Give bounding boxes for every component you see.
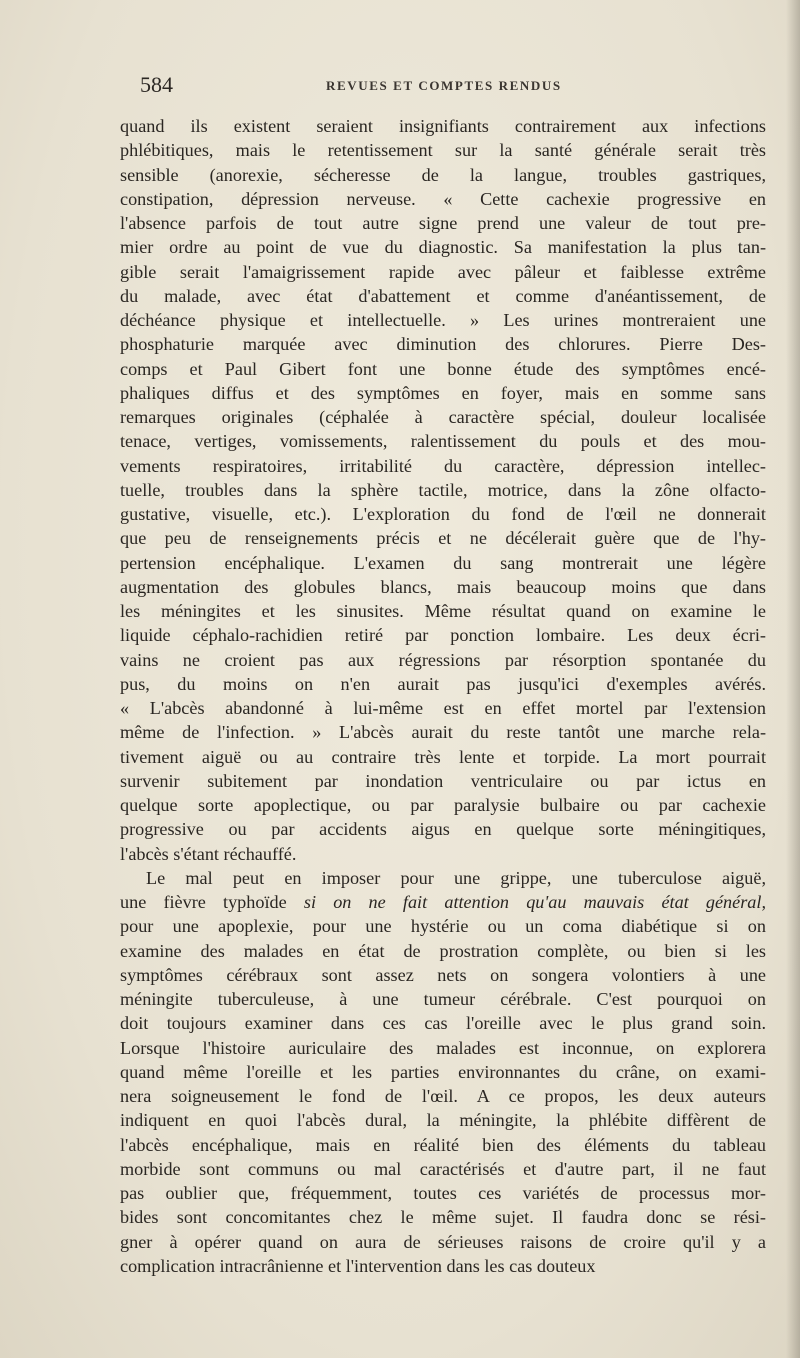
paragraph-2 (120, 866, 766, 1278)
italic-phrase: si on ne fait attention qu'au mauvais état général, (303, 892, 766, 912)
text-line: liquide céphalo-rachidien retiré par ponction lombaire. Les deux écri- (120, 625, 766, 646)
text-line: augmentation des globules blancs, mais beaucoup moins que dans (120, 576, 766, 597)
text-line: tivement aiguë ou au contraire très lente et torpide. La mort pourrait (120, 746, 766, 767)
text-line: morbide sont communs ou mal caractérisés et d'autre part, il ne faut (120, 1158, 766, 1179)
text-line: du malade, avec état d'abattement et comme d'anéantissement, de (120, 285, 766, 306)
body-text (120, 114, 766, 1278)
text-line: « L'abcès abandonné à lui-même est en effet mortel par l'extension (120, 698, 766, 718)
text-line: survenir subitement par inondation ventriculaire ou par ictus en (120, 770, 766, 791)
text-line: quand même l'oreille et les parties environnantes du crâne, on exami- (120, 1061, 766, 1082)
text-line: l'absence parfois de tout autre signe prend une valeur de tout pre- (120, 213, 766, 233)
text-line: comps et Paul Gibert font une bonne étude des symptômes encé- (120, 358, 766, 379)
text-line: examine des malades en état de prostration complète, ou bien si les (120, 940, 766, 961)
paragraph-1 (120, 114, 766, 866)
text-line: sensible (anorexie, sécheresse de la langue, troubles gastriques, (120, 164, 766, 185)
text-line: vains ne croient pas aux régressions par résorption spontanée du (120, 649, 766, 670)
text-line: l'abcès s'étant réchauffé. (120, 843, 297, 864)
text-line: gner à opérer quand on aura de sérieuses raisons de croire qu'il y a (120, 1231, 766, 1252)
running-head: REVUES ET COMPTES RENDUS (326, 78, 562, 93)
text-line: phaliques diffus et des symptômes en foyer, mais en somme sans (120, 382, 766, 403)
text-line: phosphaturie marquée avec diminution des chlorures. Pierre Des- (120, 334, 766, 355)
text-line: l'abcès encéphalique, mais en réalité bien des éléments du tableau (120, 1134, 766, 1155)
text-line: nera soigneusement le fond de l'œil. A ce propos, les deux auteurs (120, 1086, 766, 1106)
text-line: gustative, visuelle, etc.). L'exploration du fond de l'œil ne donnerait (120, 504, 766, 524)
text-line: mier ordre au point de vue du diagnostic. Sa manifestation la plus tan- (120, 237, 766, 258)
text-line: doit toujours examiner dans ces cas l'oreille avec le plus grand soin. (120, 1013, 766, 1034)
text-line: déchéance physique et intellectuelle. » Les urines montreraient une (120, 310, 766, 330)
text-line: indiquent en quoi l'abcès dural, la méningite, la phlébite diffèrent de (120, 1110, 766, 1131)
text-line: quelque sorte apoplectique, ou par paralysie bulbaire ou par cachexie (120, 795, 766, 815)
text-line: Le mal peut en imposer pour une grippe, une tuberculose aiguë, (146, 867, 766, 888)
text-line: quand ils existent seraient insignifiants contrairement aux infections (120, 116, 766, 136)
text-line: symptômes cérébraux sont assez nets on songera volontiers à une (120, 964, 766, 985)
text-line: pertension encéphalique. L'examen du sang montrerait une légère (120, 552, 766, 573)
text-line-with-italic (120, 890, 766, 914)
page-edge-shadow (786, 0, 800, 1358)
text-line: les méningites et les sinusites. Même résultat quand on examine le (120, 601, 766, 621)
text-line: bides sont concomitantes chez le même sujet. Il faudra donc se rési- (120, 1207, 766, 1228)
text-line: gible serait l'amaigrissement rapide avec pâleur et faiblesse extrême (120, 261, 766, 282)
text-line: complication intracrânienne et l'intervention dans les cas douteux (120, 1255, 596, 1276)
text-line: vements respiratoires, irritabilité du caractère, dépression intellec- (120, 455, 766, 476)
text-line: constipation, dépression nerveuse. « Cette cachexie progressive en (120, 188, 766, 209)
text-line: Lorsque l'histoire auriculaire des malades est inconnue, on explorera (120, 1037, 766, 1058)
text-line: même de l'infection. » L'abcès aurait du reste tantôt une marche rela- (120, 722, 766, 743)
text-run: une fièvre typhoïde (120, 892, 304, 912)
text-line: progressive ou par accidents aigus en quelque sorte méningitiques, (120, 819, 766, 840)
text-line: que peu de renseignements précis et ne décélerait guère que de l'hy- (120, 528, 766, 549)
page-number: 584 (140, 72, 173, 97)
page-header (136, 70, 776, 100)
text-line: pas oublier que, fréquemment, toutes ces variétés de processus mor- (120, 1183, 766, 1203)
text-line: méningite tuberculeuse, à une tumeur cérébrale. C'est pourquoi on (120, 989, 766, 1009)
text-line: tenace, vertiges, vomissements, ralentissement du pouls et des mou- (120, 431, 766, 452)
text-line: pus, du moins on n'en aurait pas jusqu'ici d'exemples avérés. (120, 673, 766, 694)
text-line: pour une apoplexie, pour une hystérie ou un coma diabétique si on (120, 916, 766, 937)
text-line: tuelle, troubles dans la sphère tactile, motrice, dans la zône olfacto- (120, 479, 766, 500)
text-line: phlébitiques, mais le retentissement sur la santé générale serait très (120, 140, 766, 161)
text-line: remarques originales (céphalée à caractère spécial, douleur localisée (120, 407, 766, 427)
